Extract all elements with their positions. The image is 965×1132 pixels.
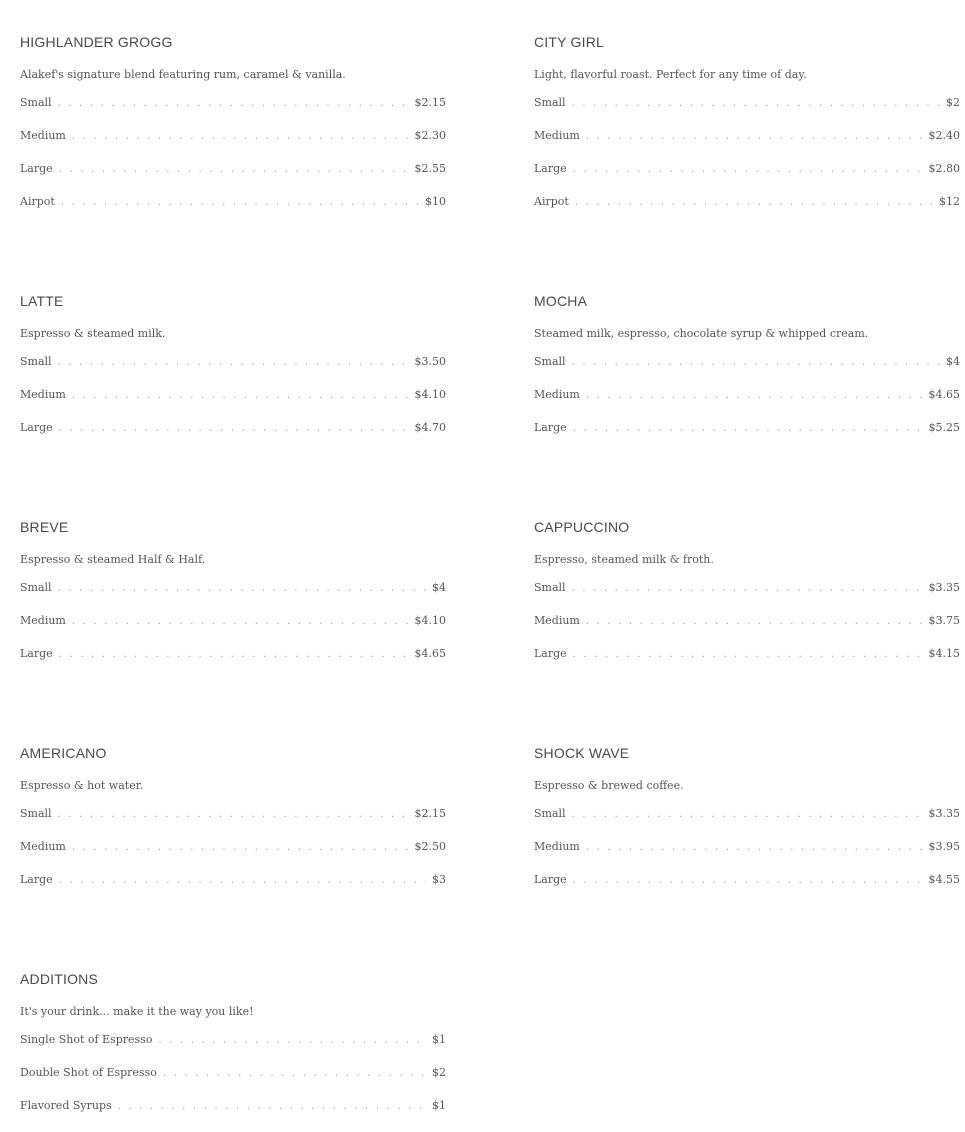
section-title: MOCHA [534,293,588,309]
price-value: $3 [432,873,446,886]
addition-label: Flavored Syrups [20,1099,112,1112]
size-label: Medium [20,614,66,627]
dot-leader [58,582,426,596]
section-description: Espresso, steamed milk & froth. [534,553,714,566]
price-row [534,840,960,873]
price-row [20,807,446,840]
dot-leader [59,163,409,177]
menu-section-city-girl [534,33,960,228]
price-value: $2 [946,96,960,109]
price-value: $10 [425,195,446,208]
size-label: Small [534,355,566,368]
price-value: $3.95 [928,840,960,853]
menu-section-breve [20,518,446,680]
dot-leader [72,389,409,403]
size-label: Medium [534,129,580,142]
section-description: Espresso & steamed milk. [20,327,166,340]
size-label: Small [20,807,52,820]
price-value: $4.15 [928,647,960,660]
price-row [534,421,960,454]
price-row [534,581,960,614]
price-value: $4 [432,581,446,594]
size-label: Medium [534,840,580,853]
price-value: $4.65 [414,647,446,660]
price-value: $4.55 [928,873,960,886]
dot-leader [58,97,409,111]
price-row [534,162,960,195]
dot-leader [72,841,409,855]
price-row [534,355,960,388]
price-row [20,421,446,454]
price-value: $1 [432,1099,446,1112]
price-row [534,96,960,129]
price-row [20,581,446,614]
dot-leader [572,808,923,822]
dot-leader [573,422,923,436]
dot-leader [158,1034,426,1048]
price-row [20,873,446,906]
dot-leader [573,648,923,662]
price-row [20,195,446,228]
price-value: $2.80 [928,162,960,175]
price-value: $2.40 [928,129,960,142]
size-label: Large [20,162,53,175]
price-value: $2.55 [414,162,446,175]
price-list [20,1033,446,1132]
dot-leader [118,1100,426,1114]
dot-leader [586,130,923,144]
price-value: $5.25 [928,421,960,434]
section-title: LATTE [20,293,64,309]
dot-leader [61,196,419,210]
price-list [20,355,446,454]
price-row [534,614,960,647]
price-value: $2.50 [414,840,446,853]
price-value: $3.75 [928,614,960,627]
price-row [20,840,446,873]
section-description: It's your drink... make it the way you like! [20,1005,254,1018]
size-label: Small [534,96,566,109]
price-list [534,355,960,454]
price-row [20,388,446,421]
price-row [20,614,446,647]
dot-leader [572,97,940,111]
dot-leader [572,582,923,596]
section-title: AMERICANO [20,745,107,761]
menu-section-latte [20,292,446,454]
size-label: Medium [534,388,580,401]
size-label: Large [534,162,567,175]
price-row [534,388,960,421]
price-value: $3.50 [414,355,446,368]
price-list [534,807,960,906]
section-description: Espresso & steamed Half & Half. [20,553,206,566]
dot-leader [575,196,933,210]
dot-leader [163,1067,426,1081]
price-row [20,647,446,680]
section-title: HIGHLANDER GROGG [20,34,173,50]
dot-leader [72,615,409,629]
price-value: $3.35 [928,807,960,820]
dot-leader [586,615,923,629]
price-row [20,129,446,162]
menu-section-americano [20,744,446,906]
size-label: Large [534,647,567,660]
price-value: $2.15 [414,807,446,820]
dot-leader [573,163,923,177]
section-title: SHOCK WAVE [534,745,630,761]
size-label: Medium [20,129,66,142]
price-row [20,355,446,388]
price-value: $3.35 [928,581,960,594]
addition-label: Single Shot of Espresso [20,1033,153,1046]
price-row [20,1066,446,1099]
size-label: Large [20,647,53,660]
dot-leader [58,356,409,370]
menu-section-highlander-grogg [20,33,446,228]
price-value: $2.30 [414,129,446,142]
price-value: $2.15 [414,96,446,109]
price-row [20,162,446,195]
dot-leader [59,422,409,436]
dot-leader [59,874,426,888]
size-label: Small [20,355,52,368]
price-row [534,807,960,840]
price-list [534,581,960,680]
section-description: Light, flavorful roast. Perfect for any time of day. [534,68,807,81]
price-value: $4.10 [414,388,446,401]
dot-leader [72,130,409,144]
section-title: CITY GIRL [534,34,605,50]
section-description: Alakef's signature blend featuring rum, caramel & vanilla. [20,68,346,81]
price-list [20,96,446,228]
size-label: Large [534,873,567,886]
size-label: Small [20,581,52,594]
size-label: Airpot [20,195,55,208]
size-label: Small [534,807,566,820]
dot-leader [573,874,923,888]
price-row [534,195,960,228]
price-row [20,1033,446,1066]
menu-section-cappuccino [534,518,960,680]
size-label: Small [534,581,566,594]
price-list [534,96,960,228]
price-row [20,96,446,129]
price-value: $1 [432,1033,446,1046]
section-title: ADDITIONS [20,971,99,987]
section-description: Espresso & hot water. [20,779,144,792]
size-label: Large [20,873,53,886]
price-value: $4.10 [414,614,446,627]
addition-label: Double Shot of Espresso [20,1066,157,1079]
price-row [20,1099,446,1132]
price-value: $12 [939,195,960,208]
price-list [20,807,446,906]
dot-leader [586,389,923,403]
menu-section-mocha [534,292,960,454]
size-label: Large [534,421,567,434]
price-row [534,873,960,906]
dot-leader [586,841,923,855]
size-label: Large [20,421,53,434]
section-description: Espresso & brewed coffee. [534,779,684,792]
size-label: Small [20,96,52,109]
section-title: BREVE [20,519,69,535]
size-label: Airpot [534,195,569,208]
section-title: CAPPUCCINO [534,519,630,535]
size-label: Medium [20,388,66,401]
price-value: $2 [432,1066,446,1079]
dot-leader [58,808,409,822]
size-label: Medium [534,614,580,627]
price-list [20,581,446,680]
menu-section-shock-wave [534,744,960,906]
dot-leader [572,356,940,370]
price-row [534,647,960,680]
dot-leader [59,648,409,662]
section-description: Steamed milk, espresso, chocolate syrup & whipped cream. [534,327,869,340]
size-label: Medium [20,840,66,853]
price-value: $4 [946,355,960,368]
price-row [534,129,960,162]
menu-section-additions [20,970,446,1132]
price-value: $4.70 [414,421,446,434]
price-value: $4.65 [928,388,960,401]
